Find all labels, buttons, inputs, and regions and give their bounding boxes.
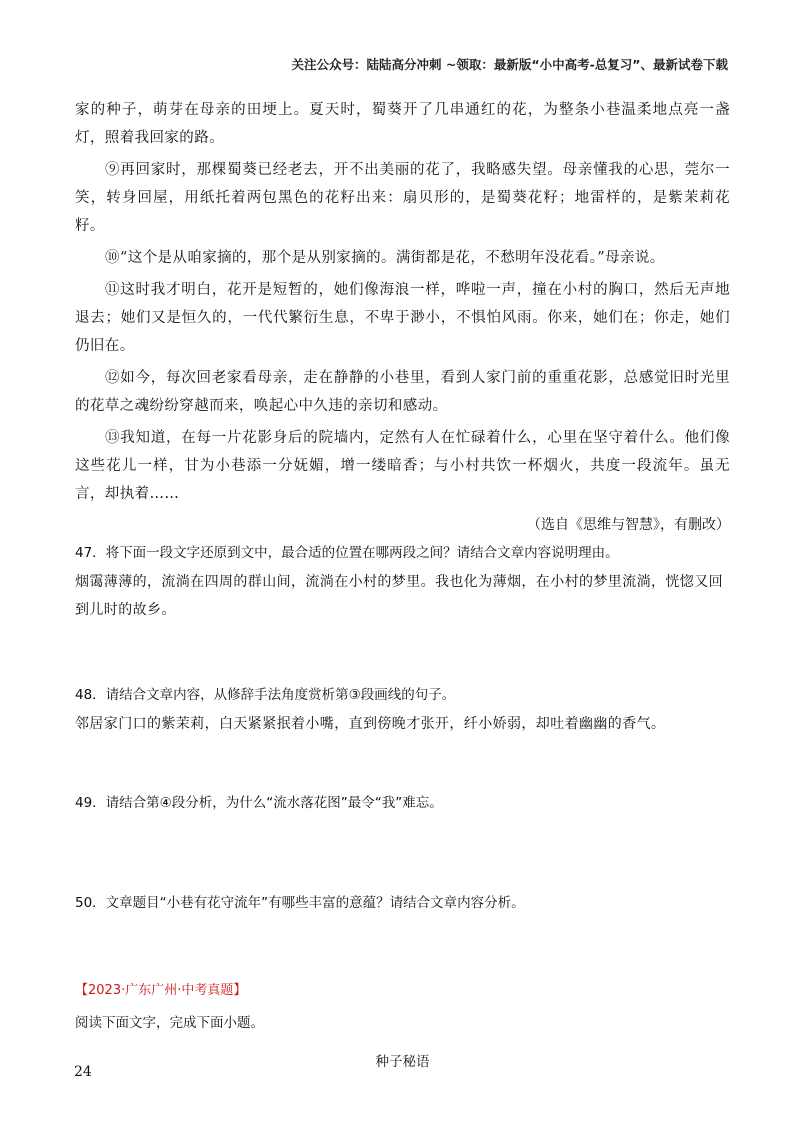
page-number: 24 xyxy=(74,1064,92,1080)
section-instruction: 阅读下面文字，完成下面小题。 xyxy=(75,1015,264,1031)
article-paragraph: ⑪这时我才明白，花开是短暂的，她们像海浪一样，哗啦一声，撞在小村的胸口，然后无声地退去；她们又是恒久的，一代代繁衍生息，不卑于渺小，不惧怕风雨。你来，她们在；你走，她们仍旧在。 xyxy=(75,282,730,354)
article-paragraph: ⑬我知道，在每一片花影身后的院墙内，定然有人在忙碌着什么，心里在坚守着什么。他们像这些花儿一样，甘为小巷添一分妩媚，增一缕暗香；与小村共饮一杯烟火，共度一段流年。虽无言，却执着…… xyxy=(75,430,730,502)
exam-source-tag: 【2023·广东广州·中考真题】 xyxy=(75,983,247,998)
article-paragraph: ⑩“这个是从咱家摘的，那个是从别家摘的。满街都是花，不愁明年没花看。”母亲说。 xyxy=(105,250,665,266)
answer-space xyxy=(75,816,730,890)
answer-space xyxy=(75,624,730,682)
question-50-prompt: 50．文章题目“小巷有花守流年”有哪些丰富的意蕴？请结合文章内容分析。 xyxy=(75,895,525,911)
page-header: 关注公众号：陆陆高分冲刺 ~领取：最新版“小中高考-总复习”、最新试卷下载 xyxy=(291,57,728,72)
question-48-prompt: 48．请结合文章内容，从修辞手法角度赏析第③段画线的句子。 xyxy=(75,687,456,703)
answer-space xyxy=(75,916,730,978)
page-content xyxy=(75,96,730,1074)
article-paragraph: 家的种子，萌芽在母亲的田埂上。夏天时，蜀葵开了几串通红的花，为整条小巷温柔地点亮一盏灯，照着我回家的路。 xyxy=(75,102,730,146)
question-49-prompt: 49．请结合第④段分析，为什么“流水落花图”最令“我”难忘。 xyxy=(75,795,443,811)
question-47-passage: 烟霭薄薄的，流淌在四周的群山间，流淌在小村的梦里。我也化为薄烟，在小村的梦里流淌，恍惚又回到儿时的故乡。 xyxy=(75,574,723,618)
question-47-prompt: 47．将下面一段文字还原到文中，最合适的位置在哪两段之间？请结合文章内容说明理由。 xyxy=(75,545,619,561)
article-paragraph: ⑫如今，每次回老家看母亲，走在静静的小巷里，看到人家门前的重重花影，总感觉旧时光里的花草之魂纷纷穿越而来，唤起心中久违的亲切和感动。 xyxy=(75,370,730,414)
passage-title: 种子秘语 xyxy=(375,1054,430,1070)
article-paragraph: ⑨再回家时，那棵蜀葵已经老去，开不出美丽的花了，我略感失望。母亲懂我的心思，莞尔一笑，转身回屋，用纸托着两包黑色的花籽出来：扇贝形的，是蜀葵花籽；地雷样的，是紫茉莉花籽。 xyxy=(75,162,730,234)
article-source: （选自《思维与智慧》，有删改） xyxy=(527,517,730,533)
question-48-sentence: 邻居家门口的紫茉莉，白天紧紧抿着小嘴，直到傍晚才张开，纤小娇弱，却吐着幽幽的香气。 xyxy=(75,716,666,732)
answer-space xyxy=(75,738,730,790)
